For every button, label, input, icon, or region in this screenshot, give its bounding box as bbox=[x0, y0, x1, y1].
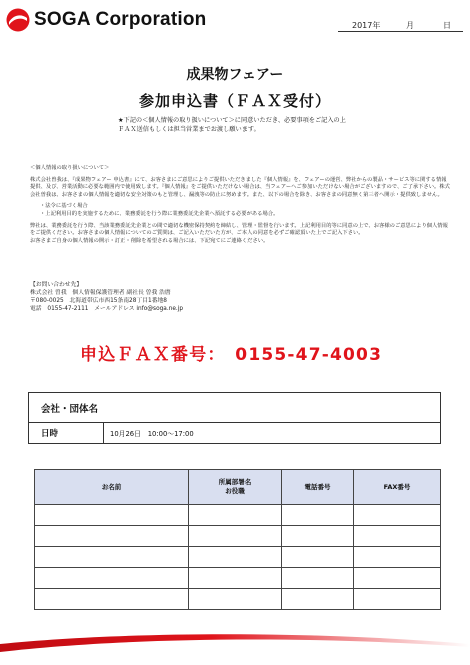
department-cell[interactable] bbox=[189, 589, 282, 610]
department-cell[interactable] bbox=[189, 568, 282, 589]
privacy-paragraph: 株式会社曽我は、『成果物フェアー 申込書』にて、お客さまにご意思によりご提供いただきました『個人情報』を、フェアーの運営、弊社からの製品・サービス等に関する情報提供、及び、営業活動に必要な範囲内で使用致します。『個人情報』をご提供いただけない場合は、当フェアーへご参加いただけない場合がございますので、ご了承下さい。株式会社曽我は、お客さまの個人情報を適切な安全対策のもと管理し、漏洩等の防止に努めます。また、以下の場合を除き、お客さまの同意無く第三者へ開示・提供致しません。 bbox=[30, 176, 450, 198]
table-header-row bbox=[35, 470, 441, 505]
fax-cell[interactable] bbox=[354, 589, 441, 610]
footer-decoration bbox=[0, 630, 470, 658]
fax-cell[interactable] bbox=[354, 547, 441, 568]
column-header-phone: 電話番号 bbox=[282, 470, 354, 505]
date-row bbox=[29, 423, 440, 443]
application-form bbox=[28, 392, 441, 444]
phone-cell[interactable] bbox=[282, 547, 354, 568]
table-row bbox=[35, 547, 441, 568]
fax-cell[interactable] bbox=[354, 526, 441, 547]
phone-cell[interactable] bbox=[282, 589, 354, 610]
table-row bbox=[35, 568, 441, 589]
privacy-section bbox=[30, 165, 450, 245]
privacy-paragraph: ・法令に基づく場合 ・上記利用目的を実施するために、業務委託を行う際に業務委託先企業へ預託する必要がある場合。 bbox=[40, 203, 279, 217]
date-month: 月 bbox=[406, 21, 414, 30]
privacy-paragraph: 弊社は、業務委託を行う際、当該業務委託先企業との間で適切な機密保持契約を締結し、管理・監督を行います。上記利用目的等に同意の上で、お客様のご意思により個人情報をご提供ください。お客さまの個人情報についてのご質問は、ご記入いただいた方が、ご本人の同意を必ずご確認頂いた上でご記入下さい。 bbox=[30, 222, 448, 237]
department-cell[interactable] bbox=[189, 505, 282, 526]
company-row bbox=[29, 393, 440, 423]
table-row bbox=[35, 526, 441, 547]
name-cell[interactable] bbox=[35, 505, 189, 526]
column-header-fax: FAX番号 bbox=[354, 470, 441, 505]
date-year: 2017年 bbox=[352, 21, 381, 30]
name-cell[interactable] bbox=[35, 547, 189, 568]
date-day: 日 bbox=[443, 21, 451, 30]
name-cell[interactable] bbox=[35, 526, 189, 547]
phone-cell[interactable] bbox=[282, 505, 354, 526]
phone-cell[interactable] bbox=[282, 526, 354, 547]
fax-cell[interactable] bbox=[354, 505, 441, 526]
document-title: 成果物フェアー bbox=[186, 67, 284, 83]
contact-info: 【お問い合わせ先】 株式会社 曽我 個人情報保護管理者 副社長 曽我 浩麿 〒080-0025 北海道帯広市西15条南28丁目1番地8 電話 0155-47-2111 メールアドレス info@soga.ne.jp bbox=[30, 282, 184, 312]
department-cell[interactable] bbox=[189, 547, 282, 568]
name-cell[interactable] bbox=[35, 568, 189, 589]
name-cell[interactable] bbox=[35, 589, 189, 610]
company-field[interactable] bbox=[98, 393, 440, 422]
fax-number-heading: 申込ＦＡＸ番号： 0155-47-4003 bbox=[80, 345, 383, 365]
table-row bbox=[35, 505, 441, 526]
date-underline bbox=[338, 31, 463, 32]
privacy-heading: ＜個人情報の取り扱いについて＞ bbox=[30, 165, 110, 171]
participants-table bbox=[34, 469, 441, 610]
document-subtitle: 参加申込書（ＦＡＸ受付） bbox=[138, 92, 331, 110]
column-header-name: お名前 bbox=[35, 470, 189, 505]
department-cell[interactable] bbox=[189, 526, 282, 547]
table-row bbox=[35, 589, 441, 610]
company-logo-text: SOGA Corporation bbox=[34, 9, 207, 30]
date-label: 日時 bbox=[29, 423, 104, 443]
phone-cell[interactable] bbox=[282, 568, 354, 589]
date-value: 10月26日 10:00～17:00 bbox=[110, 430, 194, 438]
privacy-paragraph: お客さまご自身の個人情報の開示・訂正・削除を希望される場合には、下記宛てにご連絡ください。 bbox=[30, 237, 269, 244]
fax-cell[interactable] bbox=[354, 568, 441, 589]
column-header-department: 所属部署名 お役職 bbox=[189, 470, 282, 505]
company-label: 会社・団体名 bbox=[41, 403, 99, 415]
instruction-note: ★下記の＜個人情報の取り扱いについて＞に同意いただき、必要事項をご記入の上 ＦＡＸ送信もしくは担当営業までお渡し願います。 bbox=[118, 117, 346, 133]
logo-icon bbox=[6, 8, 30, 32]
